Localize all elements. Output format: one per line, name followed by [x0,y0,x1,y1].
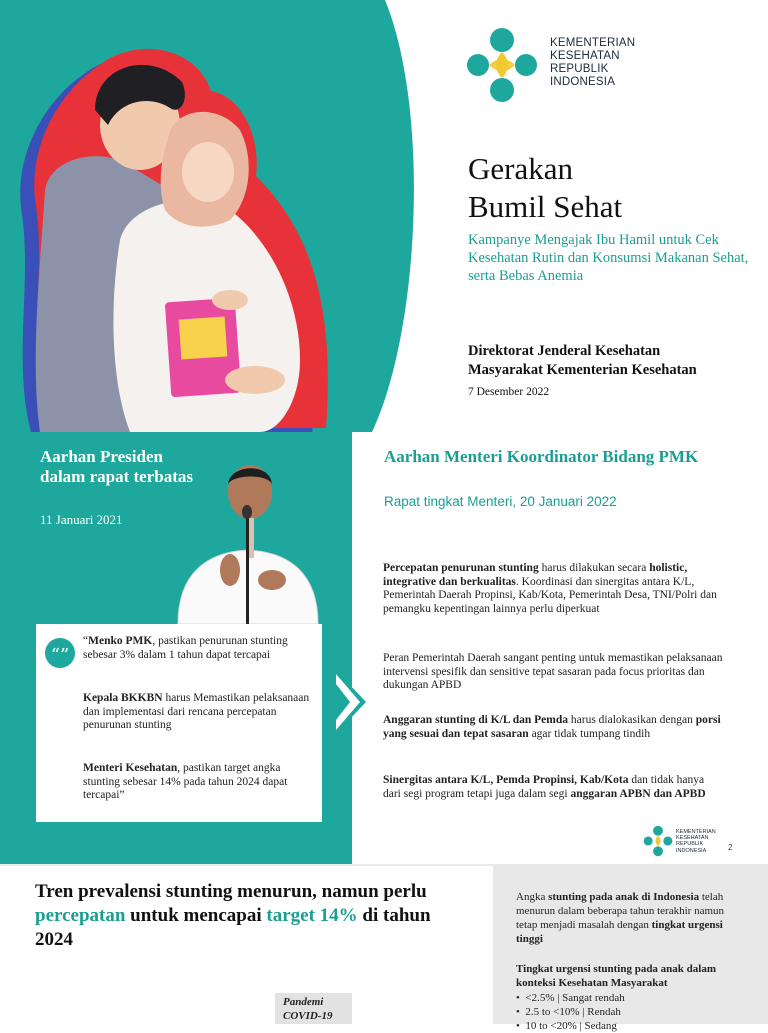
quote-icon: “” [45,638,75,668]
page-number: 2 [728,843,733,852]
president-section-title: Aarhan Presiden dalam rapat terbatas [40,447,193,486]
urgency-list-item: • 2.5 to <10% | Rendah [516,1006,621,1018]
menko-paragraph: Percepatan penurunan stunting harus dilakukan secara holistic, integrative dan berkualitas. Koordinasi dan sinergitas antara K/L, Pemerintah Daerah Propinsi, Kab/Kota, Pemerintah Desa, TNI/Polri dan pemangku kepentingan lainnya perlu diperkuat [383,562,717,615]
organization-name: Direktorat Jenderal Kesehatan Masyarakat Kementerian Kesehatan [468,343,697,378]
quote-paragraph: Menteri Kesehatan, pastikan target angka stunting sebesar 14% pada tahun 2024 dapat tercapai” [83,762,288,801]
hero-illustration [0,0,420,432]
president-section-date: 11 Januari 2021 [40,512,123,527]
menko-section-title: Aarhan Menteri Koordinator Bidang PMK [384,447,699,466]
urgency-list-item: • 10 to <20% | Sedang [516,1020,617,1032]
quote-paragraph: Kepala BKKBN harus Memastikan pelaksanaan dan implementasi dari rencana percepatan penurunan stunting [83,692,310,731]
document-title: Gerakan Bumil Sehat [468,151,623,224]
trend-title: Tren prevalensi stunting menurun, namun perlu percepatan untuk mencapai target 14% di tahun 2024 [35,881,431,950]
urgency-intro: Angka stunting pada anak di Indonesia telah menurun dalam beberapa tahun terakhir namun tetap menjadi masalah dengan tingkat urgensi tinggi [516,891,725,945]
urgency-list-item: • <2.5% | Sangat rendah [516,992,625,1004]
menko-section-subtitle: Rapat tingkat Menteri, 20 Januari 2022 [384,494,617,509]
ministry-logo-small-text: KEMENTERIAN KESEHATAN REPUBLIK INDONESIA [676,829,716,854]
document-date: 7 Desember 2022 [468,386,550,398]
urgency-heading: Tingkat urgensi stunting pada anak dalam konteksi Kesehatan Masyarakat [516,963,717,989]
ministry-logo-text: KEMENTERIAN KESEHATAN REPUBLIK INDONESIA [550,37,636,88]
chevron-right-icon [326,666,366,738]
menko-paragraph: Peran Pemerintah Daerah sangant penting untuk memastikan pelaksanaan intervensi spesifik dan sensitive tepat sasaran pada focus prioritas dan dukungan APBD [383,652,723,691]
kemenkes-logo-icon [466,26,538,104]
president-photo [168,452,328,624]
pandemi-label: Pandemi COVID-19 [283,996,333,1022]
menko-paragraph: Anggaran stunting di K/L dan Pemda harus dialokasikan dengan porsi yang sesuai dan tepat sasaran agar tidak tumpang tindih [383,714,721,740]
kemenkes-logo-small-icon [643,825,673,857]
menko-paragraph: Sinergitas antara K/L, Pemda Propinsi, Kab/Kota dan tidak hanya dari segi program tetapi juga dalam segi anggaran APBN dan APBD [383,774,706,800]
document-subtitle: Kampanye Mengajak Ibu Hamil untuk Cek Kesehatan Rutin dan Konsumsi Makanan Sehat, serta Bebas Anemia [468,232,749,284]
quote-paragraph: “Menko PMK, pastikan penurunan stunting sebesar 3% dalam 1 tahun dapat tercapai [83,635,288,661]
